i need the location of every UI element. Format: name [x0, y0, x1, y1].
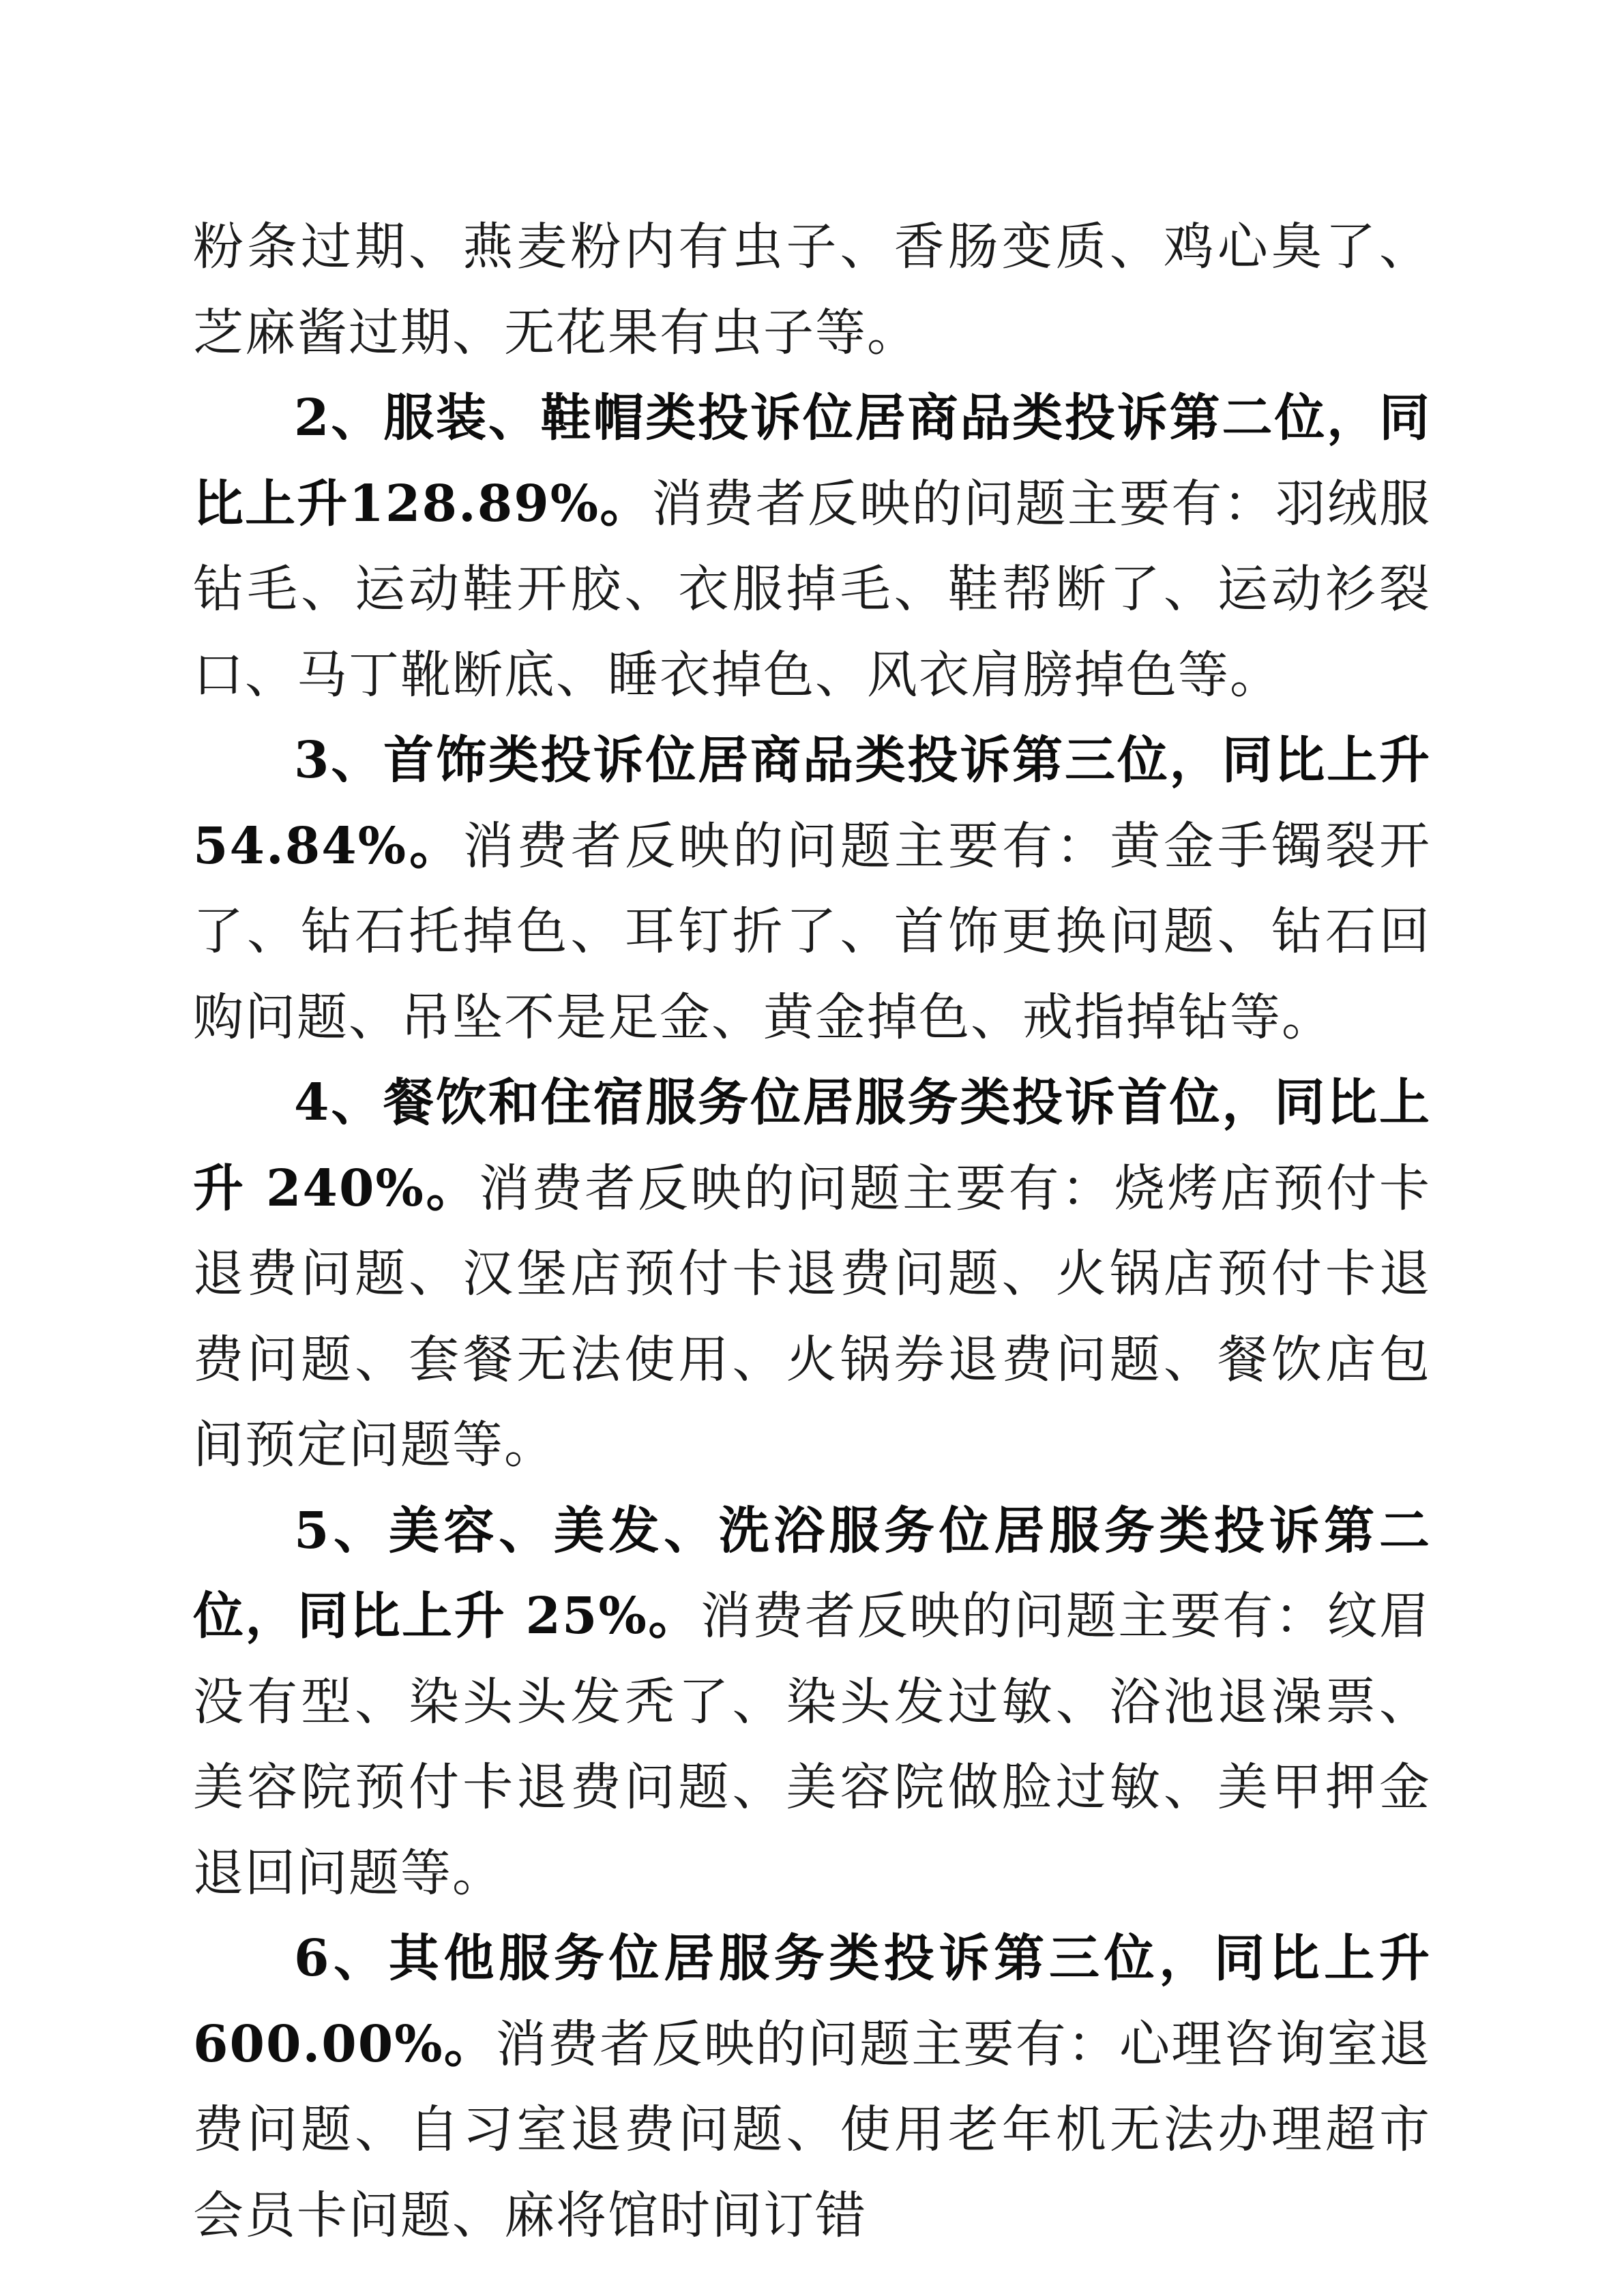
paragraph-heading: 4、餐饮和住宿服务位居服务类投诉首位，同比上升 240%。	[193, 1073, 1431, 1218]
paragraph-jewelry	[193, 718, 1431, 1060]
paragraph-body: 消费者反映的问题主要有：纹眉没有型、染头头发秃了、染头发过敏、浴池退澡票、美容院预付卡退费问题、美容院做脸过敏、美甲押金退回问题等。	[193, 1587, 1432, 1903]
paragraph-clothing	[193, 376, 1431, 718]
paragraph-heading: 6、其他服务位居服务类投诉第三位，同比上升 600.00%。	[193, 1929, 1431, 2074]
paragraph-heading: 2、服装、鞋帽类投诉位居商品类投诉第二位，同比上升128.89%。	[193, 389, 1431, 533]
paragraph-body: 消费者反映的问题主要有：烧烤店预付卡退费问题、汉堡店预付卡退费问题、火锅店预付卡退费问题、套餐无法使用、火锅券退费问题、餐饮店包间预定问题等。	[193, 1159, 1431, 1474]
document-body	[193, 205, 1431, 2258]
continuation-paragraph: 粉条过期、燕麦粉内有虫子、香肠变质、鸡心臭了、芝麻酱过期、无花果有虫子等。	[193, 218, 1431, 362]
paragraph-body: 消费者反映的问题主要有：心理咨询室退费问题、自习室退费问题、使用老年机无法办理超市会员卡问题、麻将馆时间订错	[193, 2014, 1431, 2245]
paragraph-other-services	[193, 1916, 1431, 2258]
paragraph-beauty	[193, 1489, 1431, 1917]
paragraph-body: 消费者反映的问题主要有：黄金手镯裂开了、钻石托掉色、耳钉折了、首饰更换问题、钻石回购问题、吊坠不是足金、黄金掉色、戒指掉钻等。	[193, 816, 1431, 1047]
paragraph-heading: 5、美容、美发、洗浴服务位居服务类投诉第二位，同比上升 25%。	[193, 1501, 1431, 1645]
paragraph-catering	[193, 1060, 1431, 1489]
paragraph-heading: 3、首饰类投诉位居商品类投诉第三位，同比上升 54.84%。	[193, 731, 1431, 876]
paragraph-body: 消费者反映的问题主要有：羽绒服钻毛、运动鞋开胶、衣服掉毛、鞋帮断了、运动衫裂口、马丁靴断底、睡衣掉色、风衣肩膀掉色等。	[193, 474, 1431, 704]
